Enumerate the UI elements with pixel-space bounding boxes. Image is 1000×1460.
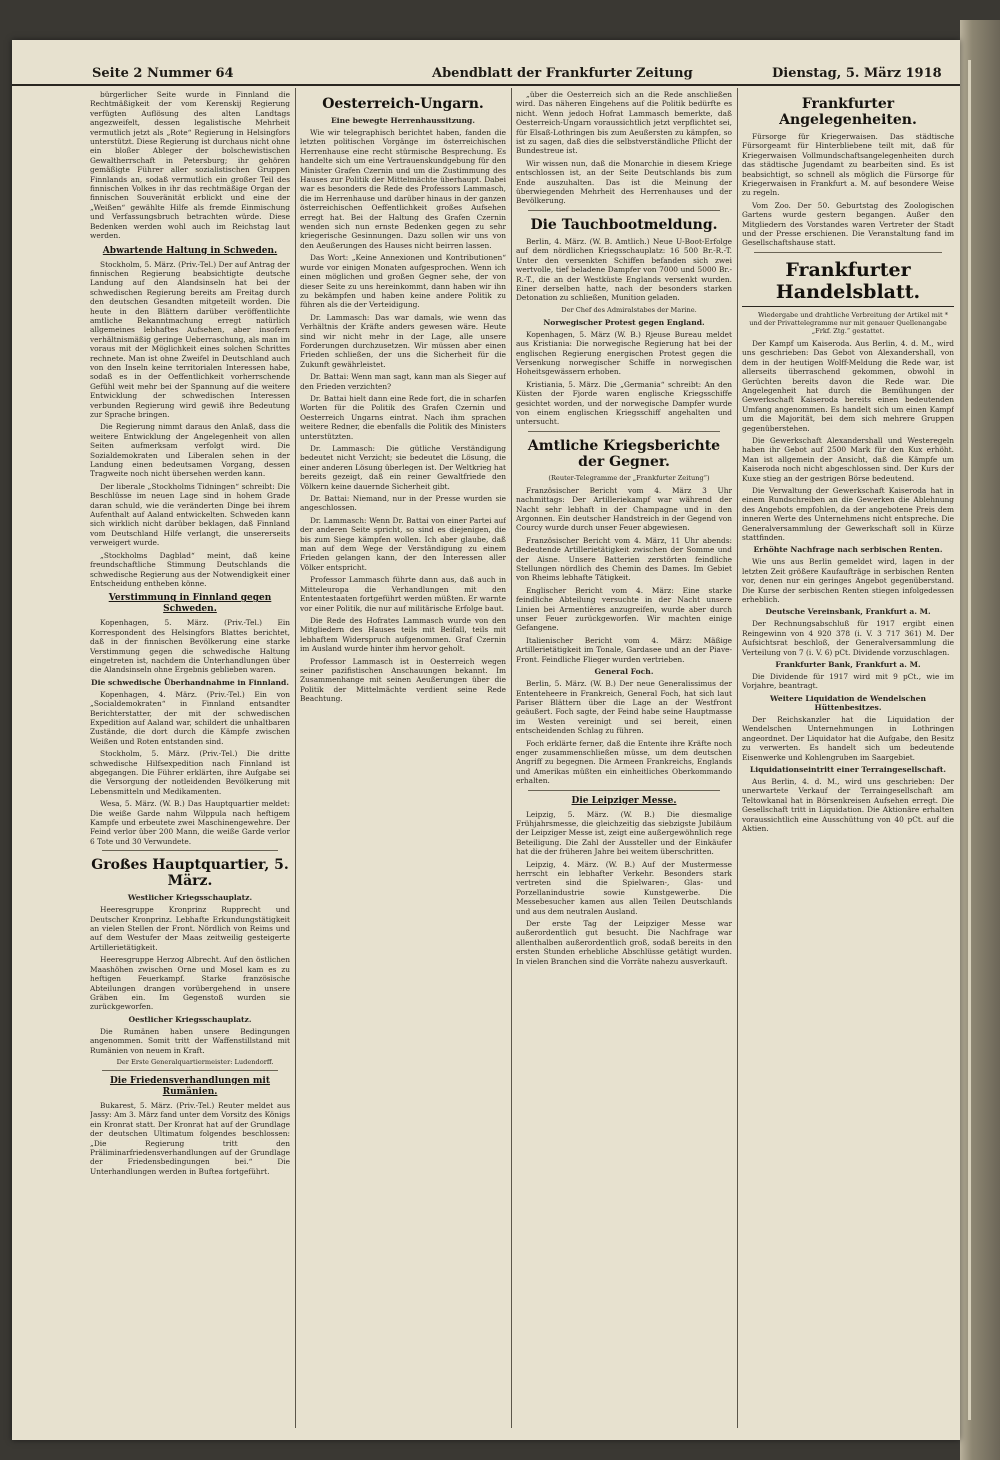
article-paragraph: Die Regierung nimmt daraus den Anlaß, dass die weitere Entwicklung der Angelegenheit von allen Seiten aufmerksam verfolgt wird. Die Sozialdemokraten und Liberalen sehen in der Landung einen bedeutsamen Vorgang, dessen Tragweite noch nicht übersehen werden kann. [90, 422, 290, 479]
article-paragraph: Dr. Battai: Niemand, nur in der Presse wurden sie angeschlossen. [300, 494, 506, 513]
article-paragraph: Dr. Lammasch: Die gütliche Verständigung bedeutet nicht Verzicht; sie bedeutet die Lösung, die einer anderen Lösung überlegen ist. Der Weltkrieg hat bereits gezeigt, daß ein reiner Gewaltfriede den Völkern keine dauernde Sicherheit gibt. [300, 444, 506, 491]
article-paragraph: Die Dividende für 1917 wird mit 9 pCt., wie im Vorjahre, beantragt. [742, 672, 954, 691]
article-paragraph: Die Verwaltung der Gewerkschaft Kaiseroda hat in einem Rundschreiben an die Gewerken die Ablehnung des Angebots empfohlen, da der angebotene Preis dem inneren Werte des Unternehmens nicht entspreche. Die Generalversammlung der Gewerkschaft soll in Kürze stattfinden. [742, 485, 954, 542]
binding-edge [960, 20, 1000, 1460]
article-paragraph: „über die Oesterreich sich an die Rede anschließen wird. Das näheren Eingehens auf die Politik bedürfte es nicht. Wenn jedoch Hofrat Lammasch bemerkte, daß Oesterreich-Ungarn voraussichtlich jetzt verpflichtet sei, für Elsaß-Lothringen bis zum Aeußersten zu kämpfen, so ist zu sagen, daß dies die selbstverständliche Pflicht der Bundestreue ist. [516, 90, 732, 156]
article-paragraph: Foch erklärte ferner, daß die Entente ihre Kräfte noch enger zusammenschließen müsse, um dem deutschen Angriff zu begegnen. Die Armeen Frankreichs, Englands und Amerikas müßten ein einheitliches Oberkommando erhalten. [516, 738, 732, 786]
article-heading: Die Leipziger Messe. [571, 795, 677, 806]
article-subheading: Weitere Liquidation de Wendelschen Hüttenbesitzes. [769, 693, 927, 712]
section-divider [754, 252, 942, 253]
section-heading: Die Tauchbootmeldung. [530, 216, 718, 233]
section-heading: Großes Hauptquartier, 5. März. [91, 857, 289, 890]
signature: Der Chef des Admiralstabes der Marine. [561, 305, 697, 314]
article-paragraph: Aus Berlin, 4. d. M., wird uns geschrieben: Der unerwartete Verkauf der Terraingesellschaft am Teltowkanal hat in Börsenkreisen Aufsehen erregt. Die Gesellschaft tritt in Liquidation. Die Aktionäre erhalten voraussichtlich eine Ausschüttung von 40 pCt. auf die Aktien. [742, 776, 954, 833]
article-paragraph: Kristiania, 5. März. Die „Germania“ schreibt: An den Küsten der Fjorde waren englische Kriegsschiffe gesichtet worden, und der norwegische Dampfer wurde von einem englischen Kriegsschiff angehalten und untersucht. [516, 379, 732, 427]
column-rule [737, 88, 738, 1428]
column-4 [742, 90, 954, 1435]
article-paragraph: Fürsorge für Kriegerwaisen. Das städtische Fürsorgeamt für Hinterbliebene teilt mit, daß für Kriegerwaisen Vollmundschaftsangelegenheiten durch das städtische Jugendamt zu bearbeiten sind. Es ist beabsichtigt, so schnell als möglich die Fürsorge für Kriegerwaisen in Frankfurt a. M. auf besondere Weise zu regeln. [742, 132, 954, 198]
article-heading: Verstimmung in Finnland gegen Schweden. [108, 593, 272, 615]
article-paragraph: „Stockholms Dagblad“ meint, daß keine freundschaftliche Stimmung Deutschlands die schwedische Regierung aus der Notwendigkeit einer Entscheidung entheben könne. [90, 550, 290, 588]
article-paragraph: Die Rede des Hofrates Lammasch wurde von den Mitgliedern des Hauses teils mit Beifall, teils mit lebhaftem Widerspruch aufgenommen. Graf Czernin im Ausland wurde hinter ihm hervor geholt. [300, 615, 506, 654]
section-divider [102, 1070, 278, 1071]
article-paragraph: Vom Zoo. Der 50. Geburtstag des Zoologischen Gartens wurde gestern begangen. Außer den Mitgliedern des Vorstandes waren Vertreter der Stadt und der Presse erschienen. Die Veranstaltung fand im Gesellschaftshause statt. [742, 200, 954, 248]
article-paragraph: Berlin, 5. März. (W. B.) Der neue Generalissimus der Ententeheere in Frankreich, General Foch, hat sich laut Pariser Blättern über die Lage an der Westfront geäußert. Foch sagte, der Feind habe seine Hauptmasse im Westen vereinigt und sei bereit, einen entscheidenden Schlag zu führen. [516, 679, 732, 736]
article-subheading: Frankfurter Bank, Frankfurt a. M. [775, 660, 921, 670]
article-subheading: Die schwedische Überhandnahme in Finnland. [91, 677, 289, 687]
article-paragraph: Kopenhagen, 5. März (W. B.) Rjeuse Bureau meldet aus Kristiania: Die norwegische Regierung hat bei der englischen Regierung energischen Protest gegen die Versenkung norwegischer Schiffe in norwegischen Hoheitsgewässern erhoben. [516, 329, 732, 377]
article-paragraph: Französischer Bericht vom 4. März, 11 Uhr abends: Bedeutende Artillerietätigkeit zwischen der Somme und der Aisne. Unsere Batterien zerstörten feindliche Stellungen nördlich des Chemin des Dames. Im Gebiet von Rheims lebhafte Tätigkeit. [516, 535, 732, 583]
article-paragraph: Heeresgruppe Herzog Albrecht. Auf den östlichen Maashöhen zwischen Orne und Mosel kam es zu heftigen Feuerkampf. Starke französische Abteilungen drangen vorübergehend in unsere Gräben ein. Im Gegenstoß wurden sie zurückgeworfen. [90, 955, 290, 1012]
article-paragraph: Wir wissen nun, daß die Monarchie in diesem Kriege entschlossen ist, an der Seite Deutschlands bis zum Ende auszuhalten. Das ist die Meinung der überwiegenden Mehrheit des Herrenhauses und der Bevölkerung. [516, 158, 732, 206]
column-3 [516, 90, 732, 1435]
article-paragraph: Dr. Battai: Wenn man sagt, kann man als Sieger auf den Frieden verzichten? [300, 372, 506, 391]
article-paragraph: Professor Lammasch führte dann aus, daß auch in Mitteleuropa die Verhandlungen mit den Ententestaaten fortgeführt werden müßten. Er warnte vor einer Politik, die nur auf militärische Erfolge baut. [300, 575, 506, 613]
article-paragraph: Der Kampf um Kaiseroda. Aus Berlin, 4. d. M., wird uns geschrieben: Das Gebot von Alexandershall, von dem in der heutigen Wolff-Meldung die Rede war, ist allerseits überraschend gekommen, obwohl in Gerüchten bereits davon die Rede war. Die Angelegenheit hat durch die Bemühungen der Gewerkschaft Kaiseroda bereits einen bedeutenden Umfang angenommen. Es handelt sich um einen Kampf um die Majorität, bei dem sich mehrere Gruppen gegenüberstehen. [742, 338, 954, 433]
article-paragraph: bürgerlicher Seite wurde in Finnland die Rechtmäßigkeit der vom Kerenskij Regierung verfügten Auflösung des alten Landtags angezweifelt, dessen legalistische Mehrheit vermutlich jetzt als „Rote“ Regierung in Helsingfors unterstützt. Diese Regierung ist durchaus nicht ohne ein bloßer Ableger der bolschewistischen Gewaltherrschaft in Petersburg; ihr gehören gemäßigte Führer aller sozialistischen Gruppen Finnlands an, sodaß vermutlich ein großer Teil des finnischen Volkes in ihr das rechtmäßige Organ der finnischen Souveränität erblickt und eine der „Weißen“ gewählte Hilfe als fremde Einmischung und Verfassungsbruch betrachten würde. Diese Bedenken werden wohl auch im Reichstag laut werden. [90, 90, 290, 241]
article-paragraph: Kopenhagen, 5. März. (Priv.-Tel.) Ein Korrespondent des Helsingfors Blattes berichtet, daß in der finnischen Bevölkerung eine starke Verstimmung gegen die schwedische Haltung eingetreten ist, nachdem die Unterhandlungen über die Alandsinseln ohne Ergebnis geblieben waren. [90, 618, 290, 675]
article-paragraph: Dr. Lammasch: Das war damals, wie wenn das Verhältnis der Kräfte anders gewesen wäre. Heute sind wir nicht mehr in der Lage, alle unsere Forderungen durchzusetzen. Wir müssen aber einen Frieden schließen, der uns die Sicherheit für die Zukunft gewährleistet. [300, 312, 506, 369]
article-subheading: Eine bewegte Herrenhaussitzung. [330, 116, 476, 125]
article-paragraph: Leipzig, 4. März. (W. B.) Auf der Mustermesse herrscht ein lebhafter Verkehr. Besonders stark vertreten sind die Spielwaren-, Glas- und Porzellanindustrie sowie Kunstgewerbe. Die Messebesucher kamen aus allen Teilen Deutschlands und aus dem neutralen Ausland. [516, 859, 732, 916]
section-subtitle: Wiedergabe und drahtliche Verbreitung der Artikel mit * und der Privattelegramme nur mit genauer Quellenangabe „Frkf. Ztg.“ gestattet. [749, 310, 949, 335]
signature: Der Erste Generalquartiermeister: Ludendorff. [116, 1057, 274, 1066]
column-rule [295, 88, 296, 1428]
section-divider [102, 850, 278, 851]
article-paragraph: Stockholm, 5. März. (Priv.-Tel.) Die dritte schwedische Hilfsexpedition nach Finnland ist abgegangen. Die Führer erklärten, ihre Aufgabe sei die Versorgung der notleidenden Bevölkerung mit Lebensmitteln und Medikamenten. [90, 749, 290, 796]
article-paragraph: Bukarest, 5. März. (Priv.-Tel.) Reuter meldet aus Jassy: Am 3. März fand unter dem Vorsitz des Königs ein Kronrat statt. Der Kronrat hat auf der Grundlage der deutschen Ultimatum folgendes beschlossen: „Die Regierung tritt den Präliminarfriedensverhandlungen auf der Grundlage der Friedensbedingungen bei.“ Die Unterhandlungen werden in Buftea fortgeführt. [90, 1100, 290, 1176]
section-divider [528, 431, 720, 432]
article-paragraph: Wie uns aus Berlin gemeldet wird, lagen in der letzten Zeit größere Kaufaufträge in serbischen Renten vor, denen nur ein geringes Angebot gegenüberstand. Die Kurse der serbischen Renten stiegen infolgedessen erheblich. [742, 557, 954, 605]
section-subtitle: (Reuter-Telegramme der „Frankfurter Zeitung“) [548, 473, 710, 482]
article-paragraph: Leipzig, 5. März. (W. B.) Die diesmalige Frühjahrsmesse, die gleichzeitig das siebzigste Jubiläum der Leipziger Messe ist, zeigt eine außergewöhnlich rege Beteiligung. Die Zahl der Aussteller und der Einkäufer hat die der früheren Jahre bei weitem überschritten. [516, 809, 732, 857]
column-1 [90, 90, 290, 1435]
article-paragraph: Heeresgruppe Kronprinz Rupprecht und Deutscher Kronprinz. Lebhafte Erkundungstätigkeit an vielen Stellen der Front. Nördlich von Reims und auf dem Westufer der Maas zeitweilig gesteigerte Artillerietätigkeit. [90, 905, 290, 952]
article-paragraph: Der Rechnungsabschluß für 1917 ergibt einen Reingewinn von 4 920 378 (i. V. 3 717 361) M. Der Aufsichtsrat beschloß, der Generalversammlung die Verteilung von 7 (i. V. 6) pCt. Dividende vorzuschlagen. [742, 619, 954, 657]
column-rule [511, 88, 512, 1428]
article-subheading: Norwegischer Protest gegen England. [543, 317, 705, 327]
article-subheading: Erhöhte Nachfrage nach serbischen Renten. [753, 545, 943, 555]
article-paragraph: Das Wort: „Keine Annexionen und Kontributionen“ wurde vor einigen Monaten aufgesprochen. Wenn ich einen möglichen und großen Gegner sehe, der von dieser Seite zu uns hereinkommt, dann haben wir ihn zu bekämpfen und haben keine andere Politik zu führen als die der Verteidigung. [300, 253, 506, 310]
article-paragraph: Die Gewerkschaft Alexandershall und Westeregeln haben ihr Gebot auf 2500 Mark für den Kux erhöht. Man ist allgemein der Ansicht, daß die Kämpfe um Kaiseroda noch nicht abgeschlossen sind. Der Kurs der Kuxe stieg an der gestrigen Börse bedeutend. [742, 435, 954, 483]
article-paragraph: Italienischer Bericht vom 4. März: Mäßige Artillerietätigkeit im Tonale, Gardasee und an der Piave-Front. Feindliche Flieger wurden vertrieben. [516, 635, 732, 664]
article-paragraph: Wie wir telegraphisch berichtet haben, fanden die letzten politischen Vorgänge im österreichischen Herrenhause eine recht stürmische Besprechung. Es handelte sich um eine Vertrauenskundgebung für den Minister Grafen Czernin und um die Zustimmung des Hauses zur Politik der Mittelmächte überhaupt. Dabei war es besonders die Rede des Professors Lammasch, die im Herrenhause und darüber hinaus in der ganzen österreichischen Oeffentlichkeit großes Aufsehen erregt hat. Bei der Haltung des Grafen Czernin wenden sich nun ernste Bedenken gegen zu sehr kriegerische Gesinnungen. Dazu sollen wir uns von den Aeußerungen des Hauses nicht beirren lassen. [300, 128, 506, 250]
article-heading: Die Friedensverhandlungen mit Rumänien. [109, 1075, 271, 1097]
article-paragraph: Der liberale „Stockholms Tidningen“ schreibt: Die Beschlüsse im neuen Lage sind in hohem Grade daran schuld, wie die veränderten Dinge bei ihrem Aufenthalt auf Aaland entwickelten. Schweden kann sich wirklich nicht darüber beklagen, daß Finnland vom Deutschland Hilfe verlangt, die unsererseits verweigert wurde. [90, 481, 290, 548]
newspaper-page [12, 40, 960, 1440]
section-heading: Oesterreich-Ungarn. [322, 96, 484, 112]
section-heading: Frankfurter Angelegenheiten. [779, 96, 917, 128]
article-subheading: Deutsche Vereinsbank, Frankfurt a. M. [765, 607, 931, 617]
binding-stripe [968, 60, 971, 1420]
article-paragraph: Wesa, 5. März. (W. B.) Das Hauptquartier meldet: Die weiße Garde nahm Wilppula nach heftigem Kampfe und erbeutete zwei Maschinengewehre. Der Feind verlor über 200 Mann, die weiße Garde verlor 6 Tote und 30 Verwundete. [90, 799, 290, 846]
article-paragraph: Dr. Lammasch: Wenn Dr. Battai von einer Partei auf der anderen Seite spricht, so sind es diejenigen, die bis zum Siege kämpfen wollen. Ich aber glaube, daß man auf dem Wege der Verständigung zu einem Frieden gelangen kann, der den Interessen aller Völker entspricht. [300, 515, 506, 572]
section-heading: Frankfurter Handelsblatt. [742, 259, 954, 307]
article-paragraph: Der Reichskanzler hat die Liquidation der Wendelschen Unternehmungen in Lothringen angeordnet. Der Liquidator hat die Aufgabe, den Besitz zu verwerten. Es handelt sich um bedeutende Eisenwerke und Kohlengruben im Saargebiet. [742, 714, 954, 762]
section-divider [528, 210, 720, 211]
article-paragraph: Der erste Tag der Leipziger Messe war außerordentlich gut besucht. Die Nachfrage war allenthalben außerordentlich groß, sodaß bereits in den ersten Stunden erhebliche Abschlüsse getätigt wurden. In vielen Branchen sind die Vorräte nahezu ausverkauft. [516, 919, 732, 966]
paper-title: Abendblatt der Frankfurter Zeitung [432, 66, 693, 81]
page-number: Seite 2 Nummer 64 [92, 66, 234, 81]
article-paragraph: Die Rumänen haben unsere Bedingungen angenommen. Somit tritt der Waffenstillstand mit Rumänien von neuem in Kraft. [90, 1026, 290, 1055]
section-heading: Amtliche Kriegsberichte der Gegner. [527, 437, 721, 470]
article-paragraph: Französischer Bericht vom 4. März 3 Uhr nachmittags: Der Artilleriekampf war während der Nacht sehr lebhaft in der Champagne und in den Argonnen. Ein deutscher Handstreich in der Gegend von Courcy wurde durch unser Feuer abgewiesen. [516, 485, 732, 533]
article-subheading: Oestlicher Kriegsschauplatz. [128, 1014, 252, 1024]
article-paragraph: Englischer Bericht vom 4. März: Eine starke feindliche Abteilung versuchte in der Nacht unsere Linien bei Armentières anzugreifen, wurde aber durch unser Feuer zurückgeworfen. Wir machten einige Gefangene. [516, 585, 732, 633]
article-paragraph: Professor Lammasch ist in Oesterreich wegen seiner pazifistischen Anschauungen bekannt. Im Zusammenhange mit seinen Aeußerungen über die Politik der Mittelmächte verdient seine Rede Beachtung. [300, 656, 506, 704]
article-subheading: General Foch. [594, 667, 654, 677]
article-paragraph: Stockholm, 5. März. (Priv.-Tel.) Der auf Antrag der finnischen Regierung beabsichtigte deutsche Landung auf den Alandsinseln hat bei der schwedischen Regierung bereits am Freitag durch den deutschen Gesandten mitgeteilt worden. Die heute in den Blättern darüber veröffentlichte amtliche Bekanntmachung erregt natürlich allgemeines lebhaftes Aufsehen, aber insofern verhältnismäßig geringe Ueberraschung, als man im voraus mit der Möglichkeit eines solchen Schrittes rechnete. Man ist ohne Zweifel in Deutschland auch von den Inseln keine territorialen Interessen habe, sodaß es in der Oeffentlichkeit vorherrschende Gefühl weit mehr bei der Spannung auf die weitere Entwicklung der schwedischen Interessen verbunden Regierung wird gewiß ihre Bedeutung zur Sprache bringen. [90, 259, 290, 419]
article-heading: Abwartende Haltung in Schweden. [102, 245, 278, 256]
article-subheading: Westlicher Kriegsschauplatz. [127, 893, 253, 903]
article-subheading: Liquidationseintritt einer Terraingesellschaft. [749, 764, 947, 774]
page-header [12, 40, 960, 86]
article-paragraph: Kopenhagen, 4. März. (Priv.-Tel.) Ein von „Socialdemokraten“ in Finnland entsandter Berichterstatter, der mit der schwedischen Expedition auf Aaland war, schildert die unhaltbaren Zustände, die dort durch die Kämpfe zwischen Weißen und Roten entstanden sind. [90, 689, 290, 746]
article-paragraph: Berlin, 4. März. (W. B. Amtlich.) Neue U-Boot-Erfolge auf dem nördlichen Kriegsschauplatz: 16 500 Br.-R.-T. Unter den versenkten Schiffen befanden sich zwei wertvolle, tief beladene Dampfer von 7000 und 5000 Br.-R.-T., die an der Westküste Englands versenkt wurden. Einer derselben hatte, nach der besonders starken Detonation zu schließen, Munition geladen. [516, 236, 732, 303]
column-2 [300, 90, 506, 1435]
article-paragraph: Dr. Battai hielt dann eine Rede fort, die in scharfen Worten für die Politik des Grafen Czernin und Oesterreich Ungarns eintrat. Nach ihm sprachen weitere Redner, die ebenfalls die Politik des Ministers unterstützten. [300, 393, 506, 441]
page-date: Dienstag, 5. März 1918 [772, 66, 942, 81]
section-divider [528, 790, 720, 791]
